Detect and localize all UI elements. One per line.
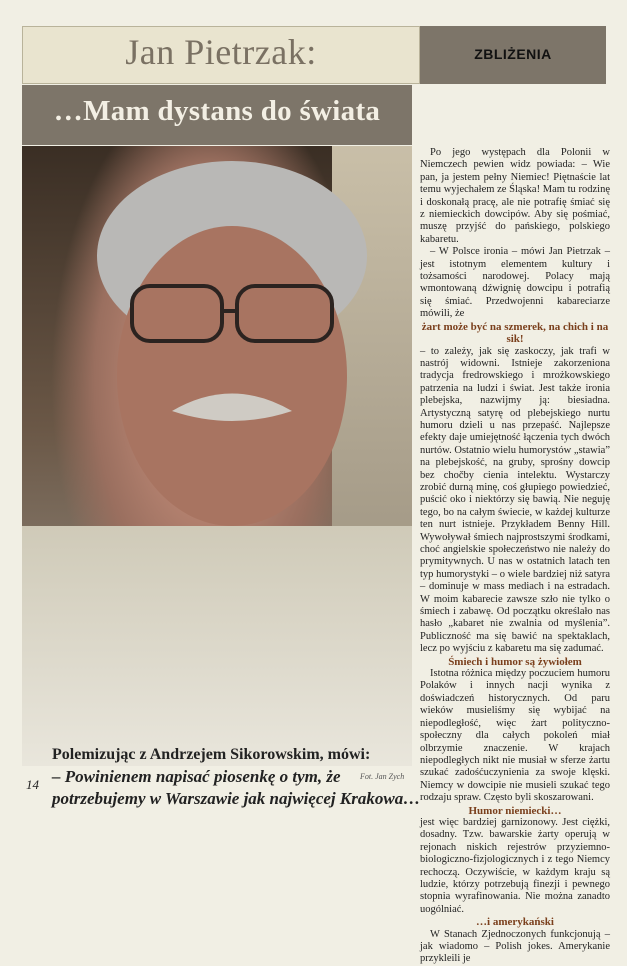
section-label: ZBLIŻENIA	[474, 46, 552, 62]
subheading: …i amerykański	[476, 916, 554, 929]
section-box	[420, 26, 606, 84]
paragraph: W Stanach Zjednoczonych funkcjonują – jak wiadomo – Polish jokes. Amerykanie przykleili je	[420, 928, 610, 965]
photo-credit: Fot. Jan Zych	[360, 772, 405, 781]
caption-quote: – Powinienem napisać piosenkę o tym, że potrzebujemy w Warszawie jak najwięcej Krakowa…	[52, 767, 421, 808]
title-box	[22, 26, 420, 84]
paragraph: jest więc bardziej garnizonowy. Jest ciężki, dosadny. Tzw. bawarskie żarty operują w rejonach niskich rejestrów przyziemno-biologiczno-fizjologicznych i z tego Niemcy rechoczą. Oczywiście, w każdym kraju są ludzie, którzy potrzebują finezji i pewnego stopnia wyrafinowania. Nie można zanadto uogólniać.	[420, 816, 610, 915]
paragraph: – to zależy, jak się zaskoczy, jak trafi w nastrój widowni. Istnieje zakorzeniona tradycja fredrowskiego i mrożkowskiego patrzenia na ludzi i świat. Jest także ironia plebejska, nazwijmy ją: biesiadna. Artystyczną satyrę od plebejskiego nurtu humoru dzieli u nas przepaść. Najlepsze efekty daje umiejętność łączenia tych dwóch nurtów. Ostatnio wielu humorystów „stawia” na plebejskość, na gruby, sprośny dowcip bez chočby cienia intelektu. Wystarczy zrobić durną minę, coś głupiego powiedzieć, puścić oko i niektórzy się bawią. Nie neguję tego, bo na całym świecie, w każdej kulturze ten nurt istnieje. Przykładem Benny Hill. Wywoływał śmiech najprostszymi środkami, choć angielskie społeczeństwo nie należy do prymitywnych. U nas w ostatnich latach ten typ humorystyki – o wiele bardziej niż satyra – dominuje w mass mediach i na estradach. W moim kabarecie zawsze szło nie tylko o śmiech i zabawę. Od początku określało nas hasło „kabaret nie zwalnia od myślenia”. Publiczność ma się bawić na spektaklach, lecz po wyjściu z kabaretu ma się zadumać.	[420, 345, 610, 655]
page-number: 14	[26, 777, 39, 792]
subtitle-box	[22, 85, 412, 145]
subheading: Humor niemiecki…	[468, 804, 562, 817]
caption-lead: Polemizując z Andrzejem Sikorowskim, mówi:	[52, 746, 371, 763]
subheading: żart może być na szmerek, na chich i na sik!	[421, 320, 609, 346]
face-illustration	[22, 146, 412, 566]
subheading: Śmiech i humor są żywiołem	[448, 655, 582, 668]
paragraph: – W Polsce ironia – mówi Jan Pietrzak – jest istotnym elementem kultury i tożsamości narodowej. Polacy mają wmontowaną dźwignię dowcipu i potrafią się śmiać. Przedwojenni kabareciarze mówili, że	[420, 246, 610, 320]
paragraph: Po jego występach dla Polonii w Niemczech pewien widz powiada: – Wie pan, ja jestem pełny Niemiec! Piętnaście lat temu wyjechałem ze Śląska! Mam tu rodzinę i doskonałą pracę, ale nie potrafię śmiać się z niemieckich dowcipów. Aby się pośmiać, muszę przyjść do pańskiego, polskiego kabaretu.	[420, 147, 610, 245]
article-subtitle: …Mam dystans do świata	[53, 95, 381, 127]
article-column	[420, 147, 610, 966]
paragraph: Istotna różnica między poczuciem humoru Polaków i innych nacji wynika z doświadczeń historycznych. Od paru wieków musieliśmy się wybijać na niepodległość, więc żart polityczno-społeczny dla całych pokoleń miał olbrzymie znaczenie. W krajach niepodległych nikt nie musiał w sferze żartu szukać zadośćuczynienia za swoje klęski. Niemcy w dowcipie nie musieli szukać tego rodzaju spraw. Często byli skoszarowani.	[420, 668, 610, 804]
article-title: Jan Pietrzak:	[125, 32, 317, 72]
